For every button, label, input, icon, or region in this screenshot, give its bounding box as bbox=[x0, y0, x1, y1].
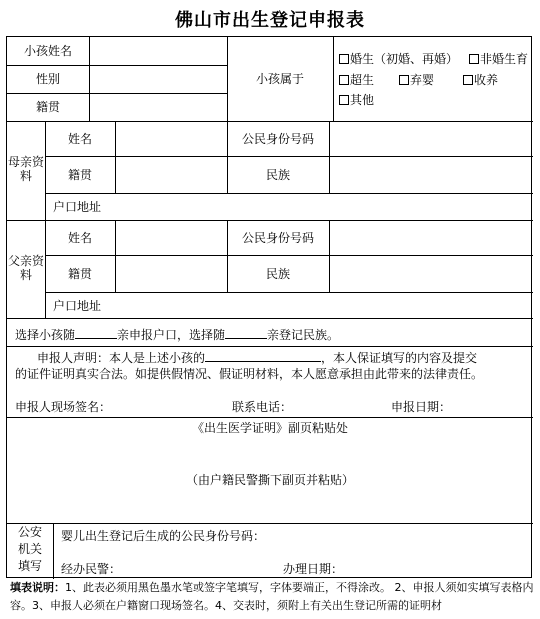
checkbox-icon bbox=[399, 75, 409, 85]
father-section-label: 父亲资料 bbox=[7, 254, 44, 282]
child-origin-label: 籍贯 bbox=[35, 100, 60, 114]
mother-ethnic-label: 民族 bbox=[265, 168, 290, 182]
instructions-text: 1、此表必须用黑色墨水笔或签字笔填写，字体要端正，不得涂改。 2、申报人须如实填写表格内容。3、申报人必须在户籍窗口现场签名。4、交表时，须附上有关出生登记所需的证明材 bbox=[10, 581, 534, 612]
police-section-label-3: 填写 bbox=[17, 559, 42, 573]
phone-field[interactable] bbox=[297, 397, 387, 417]
checkbox-icon bbox=[339, 95, 349, 105]
signature-label: 申报人现场签名： bbox=[15, 400, 112, 414]
certificate-paste-note: （由户籍民警撕下副页并粘贴） bbox=[185, 473, 354, 487]
baby-id-label: 婴儿出生登记后生成的公民身份号码： bbox=[61, 529, 266, 543]
child-name-field[interactable] bbox=[90, 38, 227, 65]
officer-field[interactable] bbox=[127, 559, 267, 577]
father-id-label: 公民身份号码 bbox=[241, 231, 314, 245]
mother-name-field[interactable] bbox=[116, 122, 227, 156]
father-name-label: 姓名 bbox=[67, 231, 92, 245]
checkbox-icon bbox=[339, 75, 349, 85]
child-gender-field[interactable] bbox=[90, 66, 227, 93]
mother-origin-label: 籍贯 bbox=[67, 168, 92, 182]
child-origin-field[interactable] bbox=[90, 94, 227, 121]
checkbox-icon bbox=[469, 54, 479, 64]
mother-section-label: 母亲资料 bbox=[7, 155, 44, 183]
signature-field[interactable] bbox=[117, 397, 227, 417]
mother-address-label: 户口地址 bbox=[53, 200, 102, 214]
child-category-label: 小孩属于 bbox=[255, 72, 304, 86]
mother-name-label: 姓名 bbox=[67, 132, 92, 146]
ethnic-parent-blank[interactable] bbox=[225, 326, 267, 339]
registration-choice: 选择小孩随 亲申报户口，选择随 亲登记民族。 bbox=[15, 328, 340, 342]
father-id-field[interactable] bbox=[330, 221, 533, 255]
child-gender-label: 性别 bbox=[35, 72, 60, 86]
checkbox-icon bbox=[463, 75, 473, 85]
mother-ethnic-field[interactable] bbox=[330, 157, 533, 193]
option-adopted[interactable]: 收养 bbox=[463, 73, 498, 87]
option-non-marital-birth[interactable]: 非婚生育 bbox=[469, 52, 528, 66]
mother-origin-field[interactable] bbox=[116, 157, 227, 193]
police-section-label-1: 公安 bbox=[17, 525, 42, 539]
phone-label: 联系电话： bbox=[232, 400, 293, 414]
father-address-label: 户口地址 bbox=[53, 299, 102, 313]
mother-address-field[interactable] bbox=[116, 194, 533, 220]
relationship-blank[interactable] bbox=[205, 349, 321, 362]
instructions-label: 填表说明： bbox=[10, 581, 65, 594]
child-name-label: 小孩姓名 bbox=[23, 44, 72, 58]
police-section-label-2: 机关 bbox=[17, 542, 42, 556]
option-abandoned[interactable]: 弃婴 bbox=[399, 73, 434, 87]
baby-id-field[interactable] bbox=[283, 526, 529, 546]
certificate-paste-area[interactable] bbox=[8, 437, 532, 523]
certificate-paste-title: 《出生医学证明》副页粘贴处 bbox=[191, 421, 348, 435]
father-ethnic-field[interactable] bbox=[330, 256, 533, 292]
option-marital-birth[interactable]: 婚生（初婚、再婚） bbox=[339, 52, 458, 66]
option-other[interactable]: 其他 bbox=[339, 93, 374, 107]
page-title: 佛山市出生登记申报表 bbox=[175, 10, 365, 31]
declaration-date-label: 申报日期： bbox=[391, 400, 452, 414]
filling-instructions bbox=[10, 579, 534, 615]
declaration-line-2: 的证件证明真实合法。如提供假情况、假证明材料，本人愿意承担由此带来的法律责任。 bbox=[15, 367, 484, 381]
father-address-field[interactable] bbox=[116, 293, 533, 318]
mother-id-field[interactable] bbox=[330, 122, 533, 156]
checkbox-icon bbox=[339, 54, 349, 64]
registration-form bbox=[6, 36, 532, 578]
father-ethnic-label: 民族 bbox=[265, 267, 290, 281]
officer-label: 经办民警： bbox=[61, 562, 122, 576]
mother-id-label: 公民身份号码 bbox=[241, 132, 314, 146]
father-name-field[interactable] bbox=[116, 221, 227, 255]
declaration-date-field[interactable] bbox=[455, 397, 529, 417]
household-parent-blank[interactable] bbox=[75, 326, 117, 339]
option-over-quota[interactable]: 超生 bbox=[339, 73, 374, 87]
processing-date-label: 办理日期： bbox=[283, 562, 344, 576]
father-origin-label: 籍贯 bbox=[67, 267, 92, 281]
declaration-line-1: 申报人声明：本人是上述小孩的 ，本人保证填写的内容及提交 bbox=[37, 351, 478, 365]
processing-date-field[interactable] bbox=[349, 559, 529, 577]
father-origin-field[interactable] bbox=[116, 256, 227, 292]
